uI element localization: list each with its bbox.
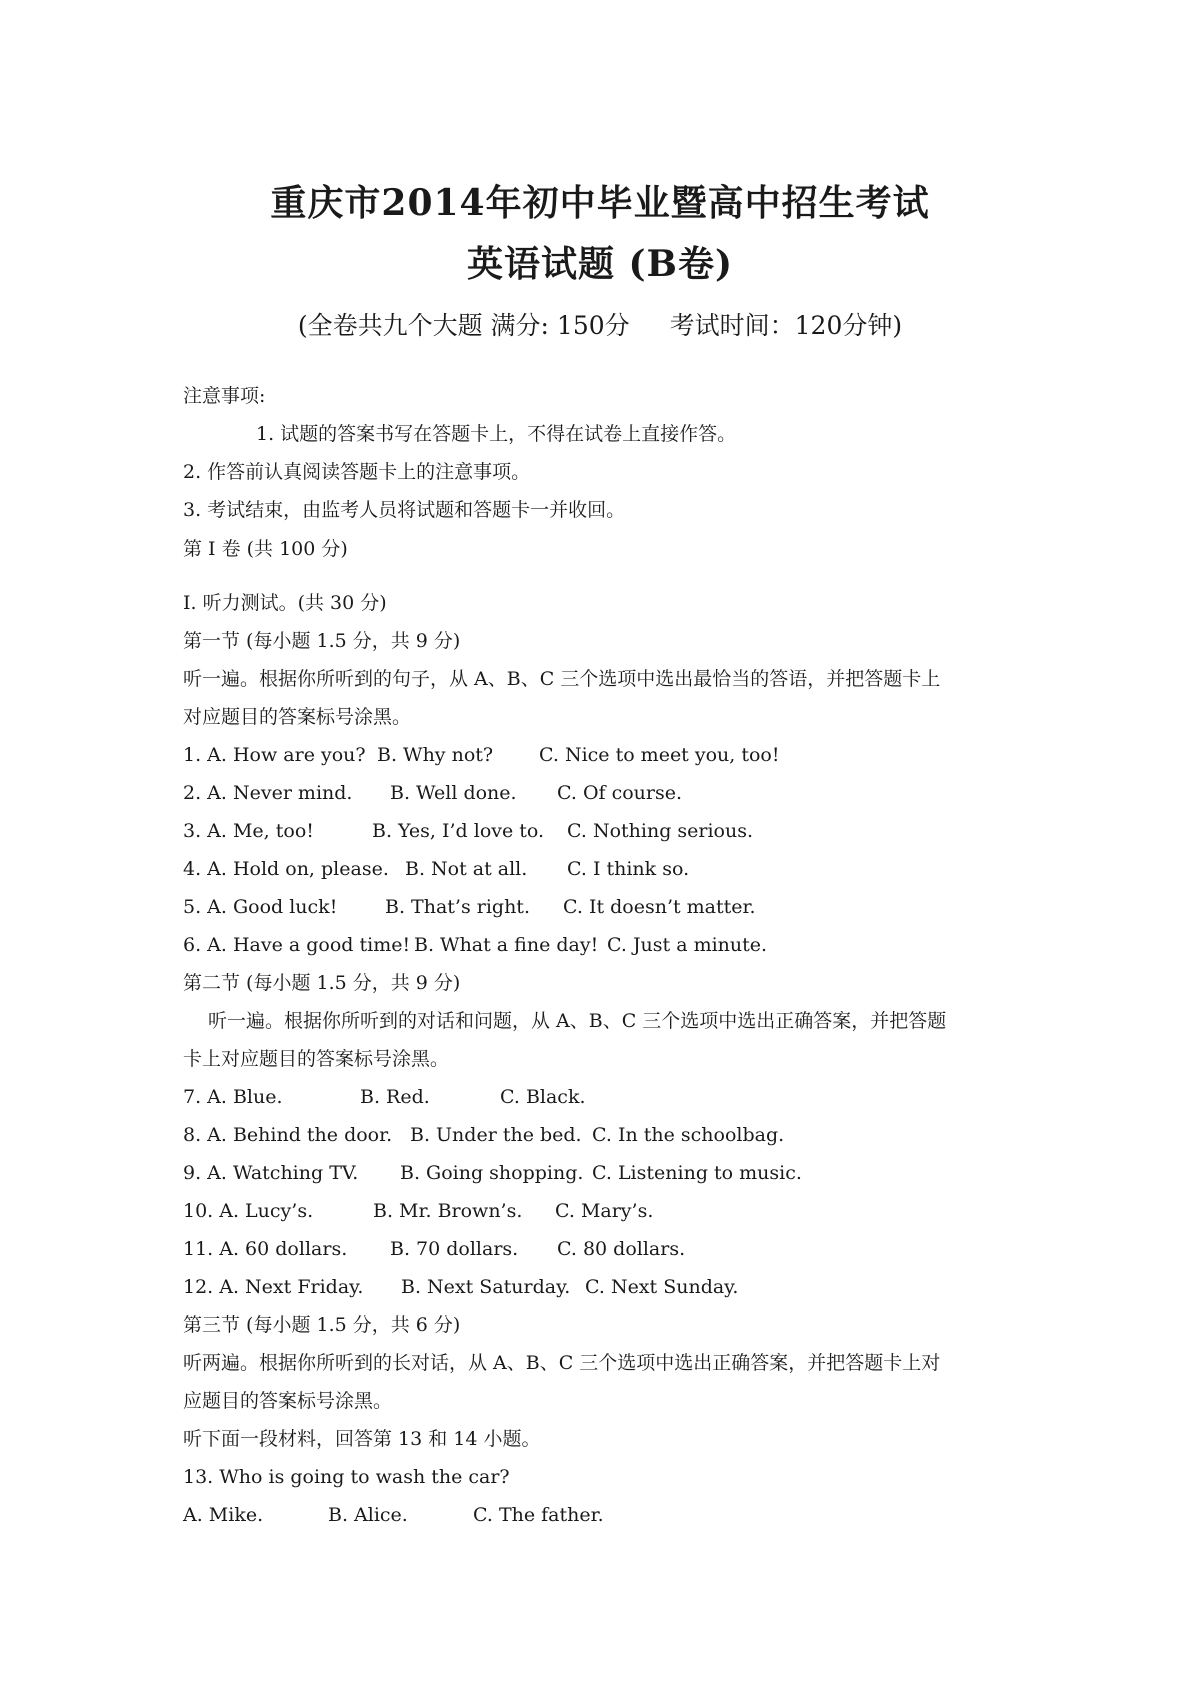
option-c: C. It doesn’t matter. [563, 896, 756, 918]
option-a: 2. A. Never mind. [183, 782, 353, 804]
volume-heading: 第 I 卷 (共 100 分) [183, 538, 348, 560]
question-row [183, 1236, 685, 1262]
section3-instruction: 听两遍。根据你所听到的长对话，从 A、B、C 三个选项中选出正确答案，并把答题卡上对 [183, 1352, 941, 1374]
question-row [183, 932, 767, 958]
question-13: 13. Who is going to wash the car? [183, 1466, 510, 1488]
exam-info [0, 306, 1200, 342]
question-row [183, 894, 756, 920]
option-c: C. Black. [500, 1086, 586, 1108]
question-row [183, 1084, 586, 1110]
option-c: C. Nice to meet you, too! [539, 744, 780, 766]
option-b: B. Well done. [390, 782, 517, 804]
section2-instruction: 听一遍。根据你所听到的对话和问题，从 A、B、C 三个选项中选出正确答案，并把答题 [208, 1010, 947, 1032]
question-row [183, 1122, 784, 1148]
section1-instruction: 对应题目的答案标号涂黑。 [183, 706, 412, 728]
option-c: C. 80 dollars. [557, 1238, 686, 1260]
option-a: 5. A. Good luck! [183, 896, 338, 918]
notice-item: 1. 试题的答案书写在答题卡上，不得在试卷上直接作答。 [256, 423, 737, 445]
option-b: B. 70 dollars. [390, 1238, 519, 1260]
option-b: B. What a fine day! [414, 934, 599, 956]
option-a: 8. A. Behind the door. [183, 1124, 393, 1146]
option-c: C. Next Sunday. [585, 1276, 739, 1298]
option-a: 3. A. Me, too! [183, 820, 314, 842]
question-row [183, 1274, 738, 1300]
option-c: C. In the schoolbag. [592, 1124, 785, 1146]
option-b: B. Not at all. [405, 858, 528, 880]
question-row [183, 856, 689, 882]
section2-instruction: 卡上对应题目的答案标号涂黑。 [183, 1048, 450, 1070]
option-a: 9. A. Watching TV. [183, 1162, 359, 1184]
material-note: 听下面一段材料，回答第 13 和 14 小题。 [183, 1428, 541, 1450]
option-a: 7. A. Blue. [183, 1086, 283, 1108]
exam-info-time: 考试时间：120分钟) [669, 311, 903, 340]
section1-instruction: 听一遍。根据你所听到的句子，从 A、B、C 三个选项中选出最恰当的答语，并把答题卡上 [183, 668, 941, 690]
question-row [183, 1198, 653, 1224]
question-row [183, 742, 780, 768]
notice-item: 2. 作答前认真阅读答题卡上的注意事项。 [183, 461, 531, 483]
section3-heading: 第三节 (每小题 1.5 分，共 6 分) [183, 1314, 461, 1336]
option-a: 6. A. Have a good time! [183, 934, 411, 956]
question-row [183, 780, 682, 806]
option-c: C. Just a minute. [607, 934, 768, 956]
option-c: C. Nothing serious. [567, 820, 754, 842]
section2-heading: 第二节 (每小题 1.5 分，共 9 分) [183, 972, 461, 994]
question-row [183, 818, 753, 844]
exam-title: 重庆市2014年初中毕业暨高中招生考试 [270, 182, 930, 224]
part1-heading: I. 听力测试。(共 30 分) [183, 592, 387, 614]
option-b: B. Alice. [328, 1504, 408, 1526]
notice-heading: 注意事项: [183, 385, 266, 407]
option-a: 11. A. 60 dollars. [183, 1238, 348, 1260]
question-row [183, 1502, 604, 1528]
option-c: C. I think so. [567, 858, 690, 880]
option-a: 12. A. Next Friday. [183, 1276, 364, 1298]
option-c: C. The father. [473, 1504, 604, 1526]
option-a: 1. A. How are you? [183, 744, 366, 766]
option-b: B. Next Saturday. [401, 1276, 571, 1298]
option-c: C. Of course. [557, 782, 683, 804]
option-b: B. Red. [360, 1086, 430, 1108]
option-a: 10. A. Lucy’s. [183, 1200, 314, 1222]
option-a: 4. A. Hold on, please. [183, 858, 389, 880]
option-b: B. Under the bed. [410, 1124, 582, 1146]
question-row [183, 1160, 802, 1186]
section3-instruction: 应题目的答案标号涂黑。 [183, 1390, 393, 1412]
option-b: B. Going shopping. [400, 1162, 584, 1184]
notice-item: 3. 考试结束，由监考人员将试题和答题卡一并收回。 [183, 499, 626, 521]
exam-info-score: (全卷共九个大题 满分: 150分 [297, 311, 630, 340]
option-c: C. Mary’s. [555, 1200, 654, 1222]
option-b: B. Mr. Brown’s. [373, 1200, 523, 1222]
option-b: B. Why not? [377, 744, 494, 766]
option-b: B. Yes, I’d love to. [372, 820, 545, 842]
section1-heading: 第一节 (每小题 1.5 分，共 9 分) [183, 630, 461, 652]
exam-subject-title: 英语试题 (B卷) [466, 243, 734, 285]
option-c: C. Listening to music. [592, 1162, 802, 1184]
option-a: A. Mike. [183, 1504, 264, 1526]
option-b: B. That’s right. [385, 896, 530, 918]
